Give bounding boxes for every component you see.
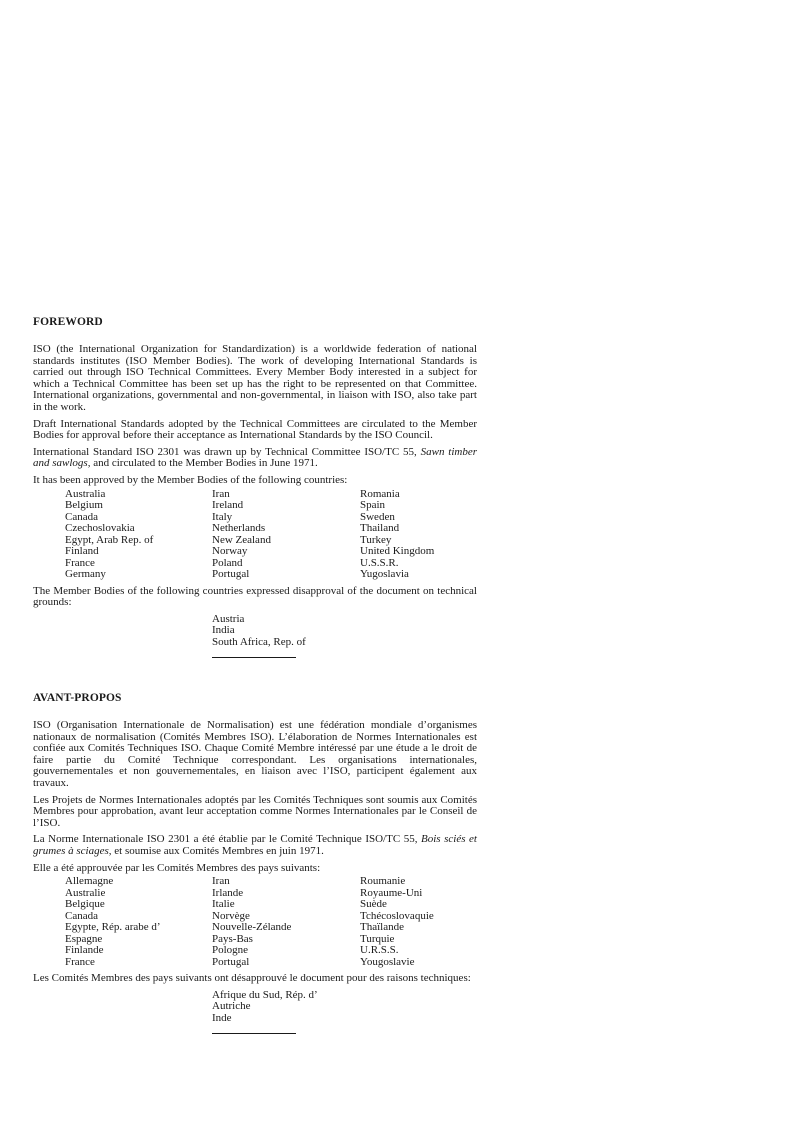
country: France <box>65 955 95 968</box>
foreword-p3-text: International Standard ISO 2301 was drawn up by Technical Committee ISO/TC 55, <box>33 445 421 458</box>
country: Tchécoslovaquie <box>360 909 434 922</box>
avant-propos-paragraph-3 <box>33 834 477 857</box>
country: Turkey <box>360 533 392 546</box>
country-column-3 <box>360 489 477 581</box>
country-column-2 <box>212 489 360 581</box>
avant-p3-tail: et soumise aux Comités Membres en juin 1971. <box>111 844 324 857</box>
country: Canada <box>65 909 98 922</box>
country: Germany <box>65 568 106 581</box>
avant-propos-section <box>33 692 477 1034</box>
country: Egypte, Rép. arabe d’ <box>65 921 161 934</box>
country: Spain <box>360 499 386 512</box>
country: Sweden <box>360 510 395 523</box>
country: Romania <box>360 487 400 500</box>
country: Royaume-Uni <box>360 886 423 899</box>
foreword-paragraph-2: Draft International Standards adopted by the Technical Committees are circulated to the Member Bodies for approval before their acceptance as International Standards by the ISO Council. <box>33 417 477 442</box>
country: Poland <box>212 556 243 569</box>
country: Pologne <box>212 944 249 957</box>
country: U.S.S.R. <box>360 556 399 569</box>
country: India <box>212 624 235 637</box>
country: Italie <box>212 898 235 911</box>
section-divider <box>212 657 296 658</box>
country: Norvège <box>212 909 250 922</box>
country: Thailand <box>360 522 400 535</box>
country: Iran <box>212 875 230 888</box>
foreword-section <box>33 316 477 658</box>
foreword-paragraph-1: ISO (the International Organization for Standardization) is a worldwide federation of national standards institutes (ISO Member Bodies). The work of developing International Standards is carried out through ISO Technical Committees. Every Member Body interested in a subject for which a Technical Committee has been set up has the right to be represented on that Committee. International organizations, governmental and non-governmental, in liaison with ISO, also take part in the work. <box>33 343 477 413</box>
country: U.R.S.S. <box>360 944 399 957</box>
country-column-1 <box>65 489 212 581</box>
country: Netherlands <box>212 522 266 535</box>
foreword-disapproved-countries <box>212 614 477 649</box>
country: France <box>65 556 95 569</box>
country: Belgique <box>65 898 105 911</box>
foreword-committee-title: Sawn timber and sawlogs, <box>33 445 478 470</box>
country: New Zealand <box>212 533 271 546</box>
country: Iran <box>212 487 230 500</box>
country: United Kingdom <box>360 545 435 558</box>
country: Suède <box>360 898 387 911</box>
country: Allemagne <box>65 875 114 888</box>
country: Autriche <box>212 1000 251 1013</box>
avant-disapproval-intro: Les Comités Membres des pays suivants ont désapprouvé le document pour des raisons techniques: <box>33 972 471 985</box>
country: Yougoslavie <box>360 955 415 968</box>
avant-approved-countries <box>65 876 477 968</box>
country: Inde <box>212 1011 232 1024</box>
country-column-1 <box>65 876 212 968</box>
country: South Africa, Rep. of <box>212 635 306 648</box>
foreword-approved-countries <box>65 489 477 581</box>
country: Thaïlande <box>360 921 404 934</box>
country: Portugal <box>212 955 250 968</box>
avant-committee-title: Bois sciés et grumes à sciages, <box>33 833 477 857</box>
country: Irlande <box>212 886 244 899</box>
avant-disapproved-countries <box>212 990 477 1025</box>
country: Yugoslavia <box>360 568 409 581</box>
country: Finlande <box>65 944 104 957</box>
country: Australie <box>65 886 106 899</box>
foreword-disapproval-intro: The Member Bodies of the following countries expressed disapproval of the document on technical grounds: <box>33 584 477 609</box>
country: Portugal <box>212 568 250 581</box>
country-column-2 <box>212 876 360 968</box>
section-divider <box>212 1033 296 1034</box>
country: Italy <box>212 510 233 523</box>
country: Egypt, Arab Rep. of <box>65 533 154 546</box>
foreword-p3-tail: and circulated to the Member Bodies in June 1971. <box>90 457 318 470</box>
avant-propos-paragraph-2: Les Projets de Normes Internationales adoptés par les Comités Techniques sont soumis aux Comités Membres pour approbation, avant leur acceptation comme Normes Internationales par le Conseil de l’ISO. <box>33 793 477 829</box>
country: Nouvelle-Zélande <box>212 921 292 934</box>
country: Afrique du Sud, Rép. d’ <box>212 988 318 1001</box>
country-column-3 <box>360 876 477 968</box>
foreword-paragraph-3 <box>33 447 477 470</box>
country: Czechoslovakia <box>65 522 135 535</box>
country: Belgium <box>65 499 103 512</box>
avant-approved-intro: Elle a été approuvée par les Comités Membres des pays suivants: <box>33 861 321 874</box>
country: Austria <box>212 612 245 625</box>
avant-propos-paragraph-1: ISO (Organisation Internationale de Normalisation) est une fédération mondiale d’organismes nationaux de normalisation (Comités Membres ISO). L’élaboration de Normes Internationales est confiée aux Comités Techniques ISO. Chaque Comité Membre intéressé par une étude a le droit de faire partie du Comité Technique correspondant. Les organisations internationales, gouvernementales et non gouvernementales, en liaison avec l’ISO, participent également aux travaux. <box>33 719 477 789</box>
country: Espagne <box>65 932 103 945</box>
country: Finland <box>65 545 99 558</box>
foreword-heading: FOREWORD <box>33 316 103 328</box>
country: Ireland <box>212 499 244 512</box>
country: Canada <box>65 510 98 523</box>
avant-p3-text: La Norme Internationale ISO 2301 a été établie par le Comité Technique ISO/TC 55, <box>33 833 422 846</box>
country: Pays-Bas <box>212 932 253 945</box>
country: Australia <box>65 487 106 500</box>
country: Turquie <box>360 932 395 945</box>
country: Roumanie <box>360 875 406 888</box>
country: Norway <box>212 545 248 558</box>
foreword-approved-intro: It has been approved by the Member Bodies of the following countries: <box>33 473 348 486</box>
avant-propos-heading: AVANT-PROPOS <box>33 692 122 704</box>
